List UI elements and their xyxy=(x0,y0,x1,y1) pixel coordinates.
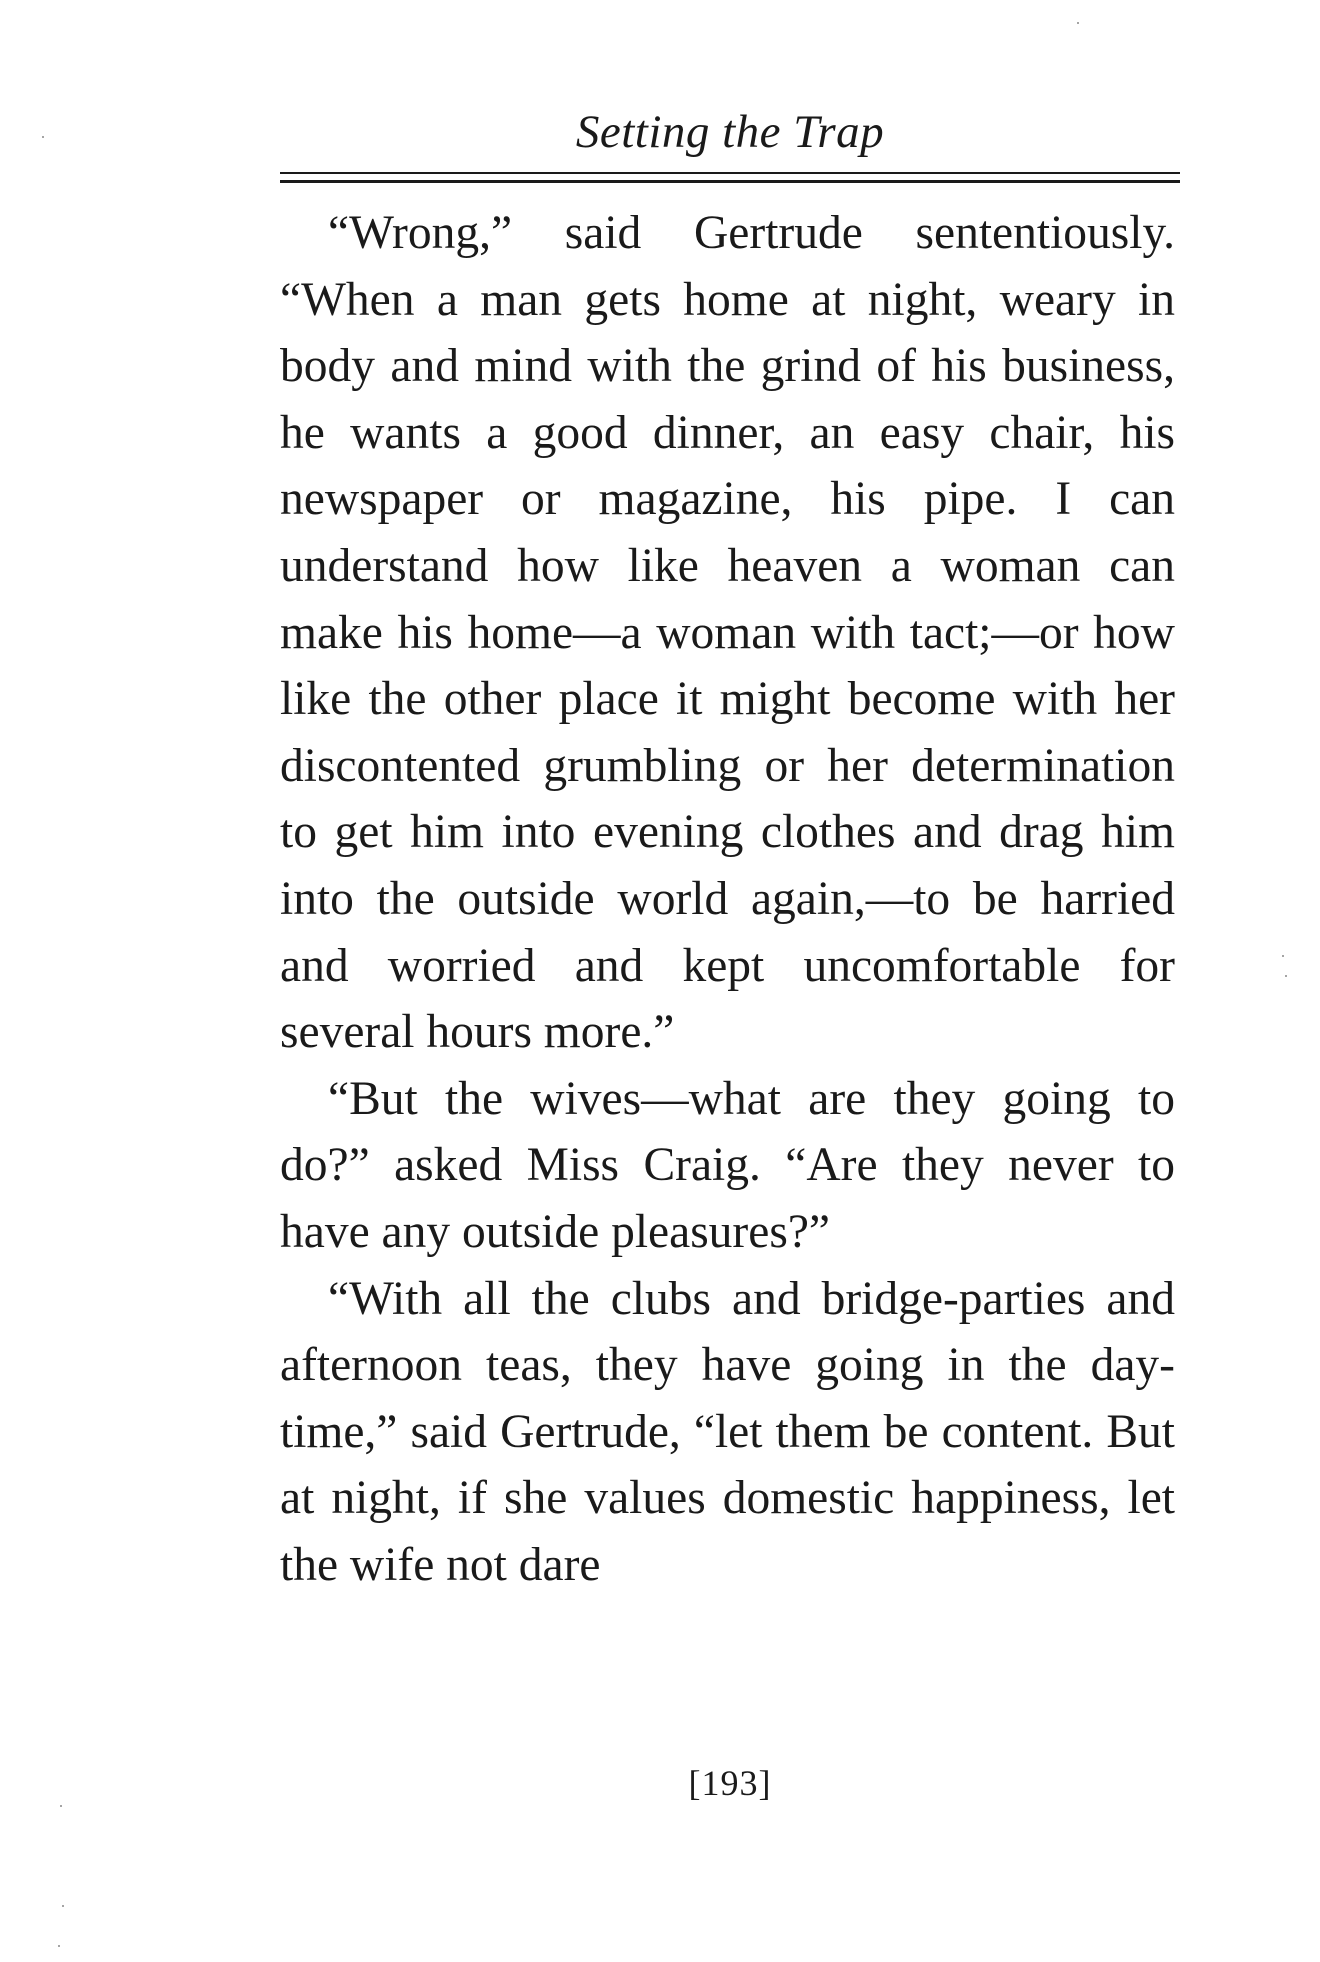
scan-speck xyxy=(62,1905,64,1907)
paragraph-3: “With all the clubs and bridge-parties and afternoon teas, they have going in the day-time,” said Gertrude, “let them be content. But at night, if she values domestic happiness, let the wife not dare xyxy=(280,1272,1175,1591)
scan-speck xyxy=(60,1805,62,1807)
page-number: [193] xyxy=(688,1763,772,1803)
header-rule-thin xyxy=(280,172,1180,174)
running-head: Setting the Trap xyxy=(575,106,885,158)
body-text xyxy=(280,200,1175,1598)
scan-speck xyxy=(58,1945,60,1947)
scan-speck xyxy=(1282,955,1284,957)
scan-speck xyxy=(1077,22,1079,24)
paragraph-2: “But the wives—what are they going to do?” asked Miss Craig. “Are they never to have any outside pleasures?” xyxy=(280,1072,1175,1258)
scan-speck xyxy=(1285,975,1287,977)
scan-speck xyxy=(42,136,44,138)
header-rule-thick xyxy=(280,180,1180,183)
paragraph-1: “Wrong,” said Gertrude sententiously. “When a man gets home at night, weary in body and mind with the grind of his business, he wants a good dinner, an easy chair, his newspaper or magazine, his pipe. I can understand how like heaven a woman can make his home—a woman with tact;—or how like the other place it might become with her discontented grumbling or her determination to get him into evening clothes and drag him into the outside world again,—to be harried and worried and kept uncomfortable for several hours more.” xyxy=(280,207,1175,1059)
